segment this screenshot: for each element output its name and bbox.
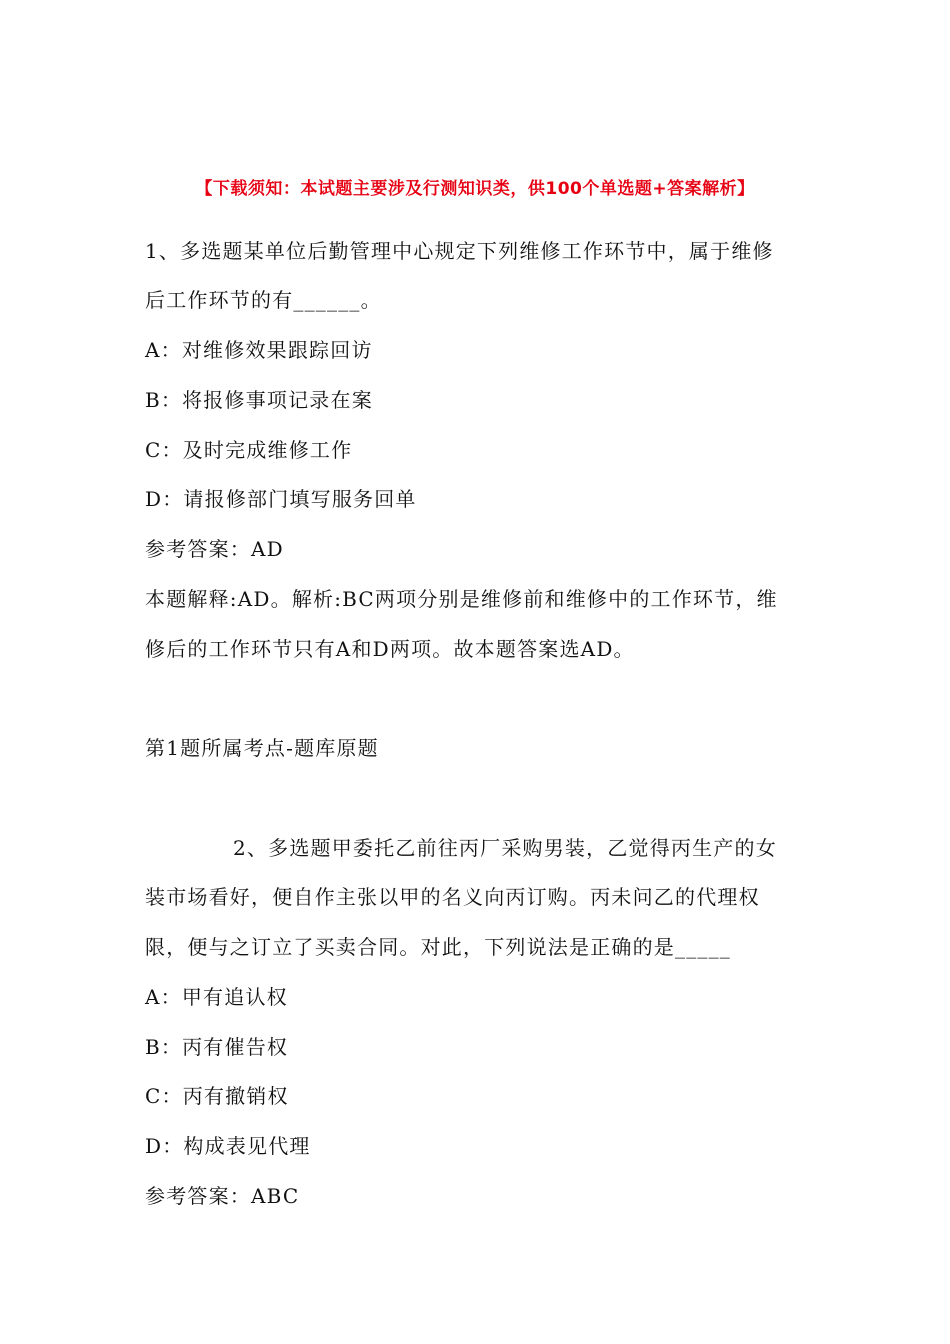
question-1-option-d: D：请报修部门填写服务回单 xyxy=(145,487,417,511)
question-1-stem-line-1: 1、多选题某单位后勤管理中心规定下列维修工作环节中，属于维修 xyxy=(145,239,774,263)
question-1-stem-line-2: 后工作环节的有______。 xyxy=(145,288,382,312)
question-2-option-d: D：构成表见代理 xyxy=(145,1134,311,1158)
question-2-stem-line-3: 限，便与之订立了买卖合同。对此，下列说法是正确的是_____ xyxy=(145,935,731,959)
question-2-stem-line-2: 装市场看好，便自作主张以甲的名义向丙订购。丙未问乙的代理权 xyxy=(145,885,760,909)
question-1-answer: 参考答案：AD xyxy=(145,537,284,561)
question-2-answer: 参考答案：ABC xyxy=(145,1184,300,1208)
question-2-option-c: C：丙有撤销权 xyxy=(145,1084,289,1108)
question-2-option-b: B：丙有催告权 xyxy=(145,1035,289,1059)
question-1-explanation-line-1: 本题解释:AD。解析:BC两项分别是维修前和维修中的工作环节，维 xyxy=(145,587,778,611)
question-1-option-c: C：及时完成维修工作 xyxy=(145,438,353,462)
question-1-option-a: A：对维修效果跟踪回访 xyxy=(145,338,373,362)
question-1-source: 第1题所属考点-题库原题 xyxy=(145,736,379,760)
question-2-stem-line-1: 2、多选题甲委托乙前往丙厂采购男装，乙觉得丙生产的女 xyxy=(233,836,777,860)
download-notice: 【下载须知：本试题主要涉及行测知识类，供100个单选题+答案解析】 xyxy=(195,179,755,199)
question-1-option-b: B：将报修事项记录在案 xyxy=(145,388,373,412)
question-2-option-a: A：甲有追认权 xyxy=(145,985,288,1009)
question-1-explanation-line-2: 修后的工作环节只有A和D两项。故本题答案选AD。 xyxy=(145,637,635,661)
